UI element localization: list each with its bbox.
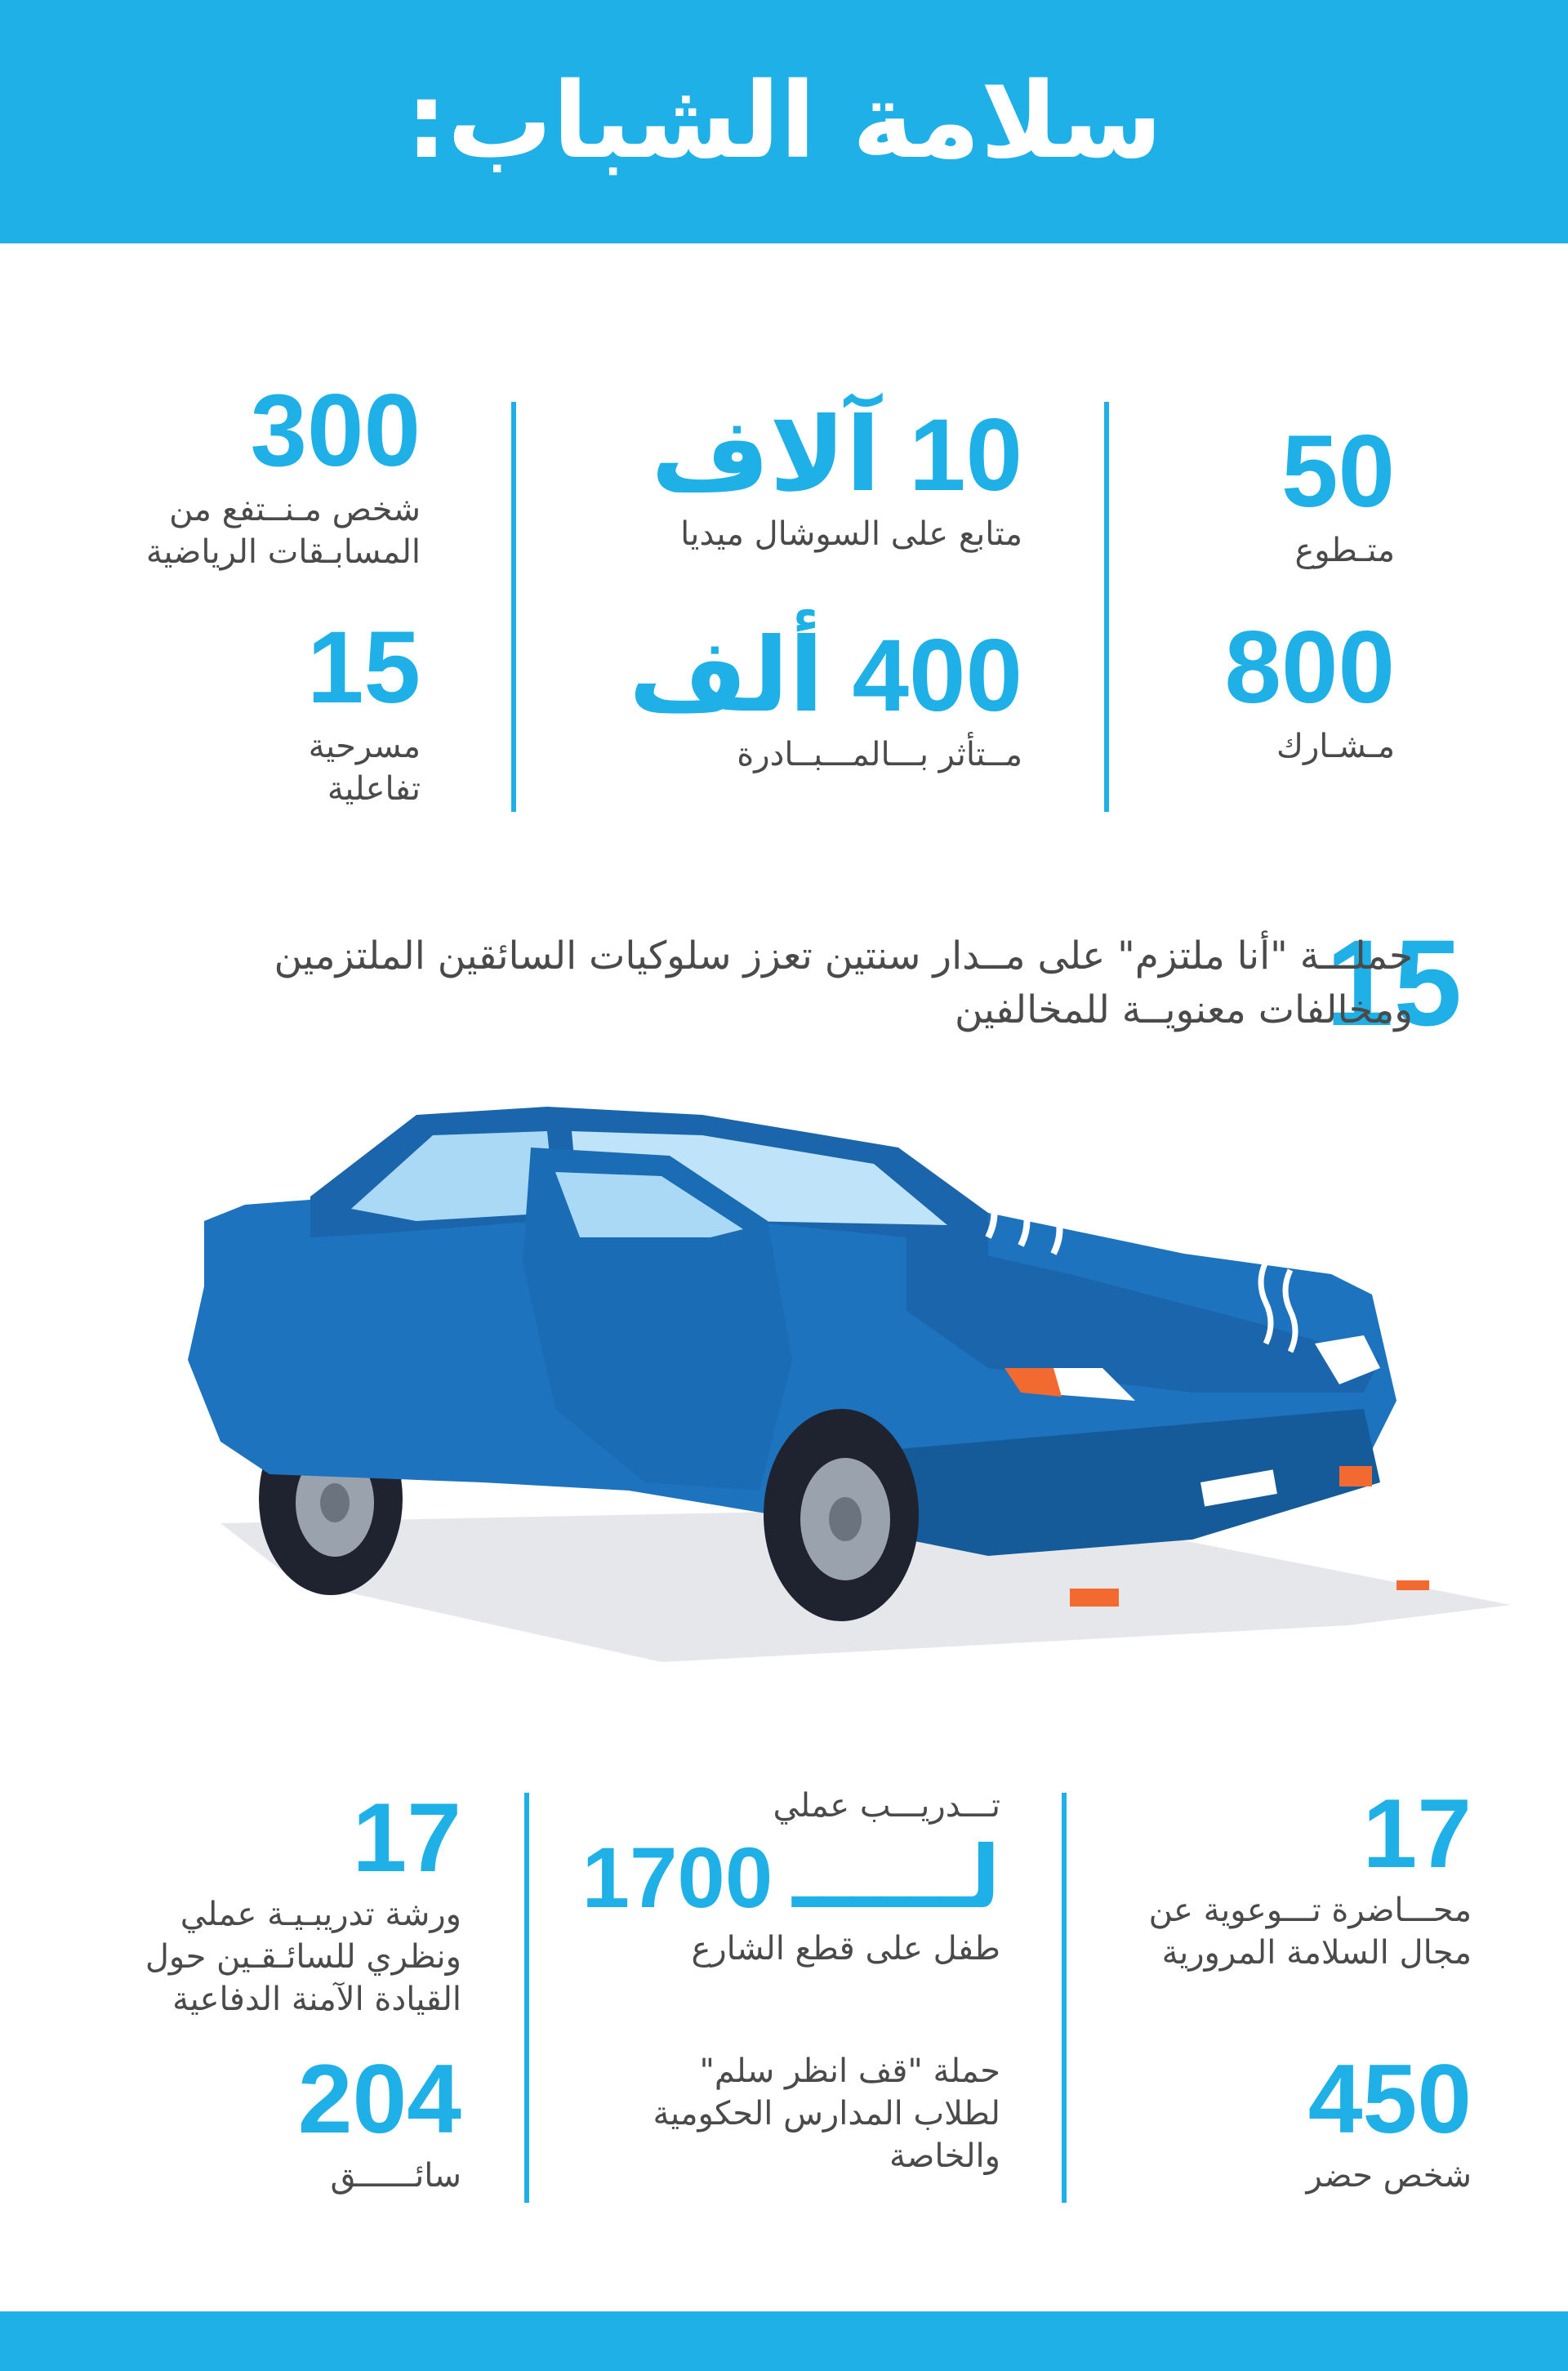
- footer-bar: [0, 2311, 1568, 2371]
- stat-label: مــتأثر بـــالمـــبــادرة: [737, 736, 1022, 773]
- stat-workshops: [86, 1783, 461, 2021]
- stat-impacted: [532, 619, 1022, 776]
- stat-number: 400 ألف: [629, 619, 1022, 733]
- stat-label: متابع على السوشال ميديا: [680, 515, 1022, 553]
- training-number-row: [576, 1830, 1000, 1926]
- divider: [524, 1793, 529, 2203]
- stat-number: 204: [297, 2044, 461, 2154]
- divider: [511, 402, 516, 812]
- stat-prefix: لــــــ: [792, 1830, 1000, 1926]
- stat-number: 17: [352, 1783, 461, 1892]
- stat-label: حملة "قف انظر سلم" لطلاب المدارس الحكومية والخاصة: [653, 2052, 1000, 2175]
- campaign-number: 15: [1325, 914, 1462, 1051]
- stat-number: 10 آلاف: [651, 399, 1022, 512]
- stat-number: 300: [250, 374, 421, 488]
- stat-number: 17: [1362, 1779, 1472, 1888]
- stat-label: مسرحية تفاعلية: [308, 728, 421, 808]
- stat-participants: [1101, 611, 1395, 768]
- stat-number: 450: [1307, 2044, 1472, 2154]
- stat-drivers: [86, 2044, 461, 2197]
- divider: [1062, 1793, 1067, 2203]
- stat-stop-campaign: [576, 2050, 1000, 2177]
- stat-beneficiaries: [69, 374, 421, 573]
- stat-attendees: [1080, 2044, 1472, 2197]
- stat-label: طفل على قطع الشارع: [691, 1930, 1000, 1968]
- damaged-car-icon: [172, 1099, 1519, 1662]
- stat-lectures: [1080, 1779, 1472, 1974]
- stat-volunteers: [1101, 415, 1395, 572]
- stat-label: ورشة تدريبـيـة عملي ونظري للسائـقـين حول القيادة الآمنة الدفاعية: [145, 1896, 461, 2018]
- stat-label: سائــــــق: [330, 2157, 461, 2195]
- stat-label: شخص مـنــتفع من المسابـقات الرياضية: [145, 491, 421, 571]
- stat-label: متـطوع: [1294, 532, 1395, 569]
- stat-training: [576, 1785, 1000, 1970]
- stat-followers: [532, 399, 1022, 555]
- stat-number: 800: [1224, 611, 1395, 724]
- stat-plays: [69, 611, 421, 810]
- training-top-label: تـــدريـــب عملي: [773, 1787, 1000, 1825]
- stat-number: 15: [306, 611, 421, 724]
- stat-number: 50: [1281, 415, 1395, 528]
- stat-label: شخص حضر: [1306, 2157, 1472, 2195]
- divider: [1104, 402, 1109, 812]
- stat-label: مـشـارك: [1276, 728, 1395, 765]
- stat-number: 1700: [581, 1830, 773, 1926]
- page-title: سلامة الشباب:: [405, 60, 1163, 182]
- stat-label: محـــاضرة تـــوعوية عن مجال السلامة المرورية: [1148, 1892, 1472, 1972]
- campaign-text: حملـــة "أنا ملتزم" على مــدار سنتين تعزز سلوكيات السائقين الملتزمين ومخالفات معنويــة للمخالفين: [274, 934, 1413, 1032]
